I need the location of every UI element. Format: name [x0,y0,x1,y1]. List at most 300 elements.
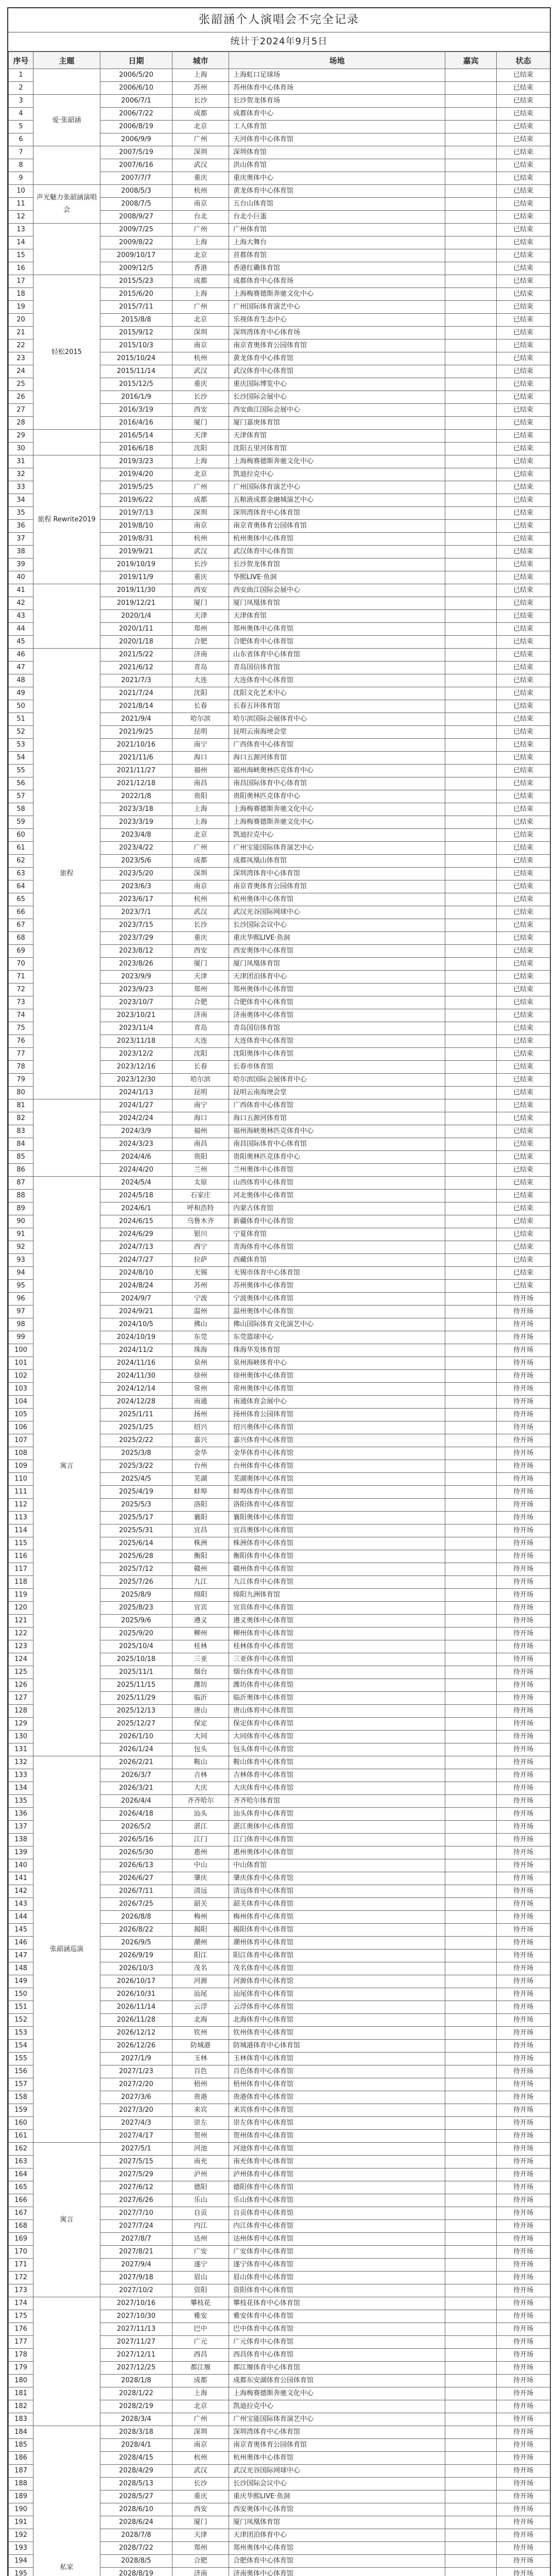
cell-city: 襄阳 [172,1512,229,1524]
cell-date: 2025/4/19 [100,1486,172,1499]
cell-city: 重庆 [172,571,229,584]
cell-venue: 长春五环体育馆 [229,700,445,713]
cell-index: 160 [9,2117,33,2130]
cell-city: 德阳 [172,2181,229,2194]
cell-index: 125 [9,1666,33,1679]
cell-status: 已结束 [497,842,550,855]
cell-date: 2027/4/17 [100,2130,172,2143]
cell-venue: 洛阳体育中心体育馆 [229,1499,445,1512]
cell-date: 2024/9/21 [100,1306,172,1318]
cell-venue: 五粮液成都金融城演艺中心 [229,494,445,507]
cell-date: 2025/3/8 [100,1447,172,1460]
cell-city: 北海 [172,2014,229,2027]
cell-theme [33,2297,100,2426]
cell-index: 123 [9,1640,33,1653]
cell-index: 2 [9,82,33,95]
cell-city: 温州 [172,1306,229,1318]
cell-guest [445,829,497,842]
cell-index: 133 [9,1769,33,1782]
cell-city: 攀枝花 [172,2297,229,2310]
cell-venue: 上海虹口足球场 [229,69,445,82]
cell-index: 50 [9,700,33,713]
cell-index: 77 [9,1048,33,1061]
cell-status: 待开场 [497,1318,550,1331]
cell-date: 2028/3/4 [100,2413,172,2426]
cell-venue: 天津体育馆 [229,430,445,443]
cell-venue: 苏州奥体中心体育馆 [229,1280,445,1293]
cell-index: 124 [9,1653,33,1666]
cell-guest [445,1087,497,1099]
cell-city: 广州 [172,842,229,855]
cell-venue: 宁夏体育馆 [229,1228,445,1241]
cell-city: 成都 [172,2375,229,2387]
cell-date: 2015/11/14 [100,365,172,378]
cell-status: 已结束 [497,430,550,443]
cell-index: 33 [9,481,33,494]
cell-venue: 东莞篮球中心 [229,1331,445,1344]
cell-city: 绵阳 [172,1589,229,1602]
cell-status: 已结束 [497,365,550,378]
cell-venue: 大同体育中心体育馆 [229,1731,445,1743]
table-row [9,69,550,82]
cell-city: 南京 [172,340,229,352]
cell-city: 武汉 [172,365,229,378]
concert-table [8,52,550,2576]
cell-date: 2025/6/14 [100,1537,172,1550]
cell-city: 蚌埠 [172,1486,229,1499]
cell-index: 157 [9,2078,33,2091]
cell-city: 宁波 [172,1293,229,1306]
cell-venue: 来宾体育中心体育馆 [229,2104,445,2117]
cell-city: 海口 [172,752,229,765]
cell-status: 已结束 [497,481,550,494]
table-row [9,1177,550,1190]
cell-venue: 成都体育中心 [229,108,445,121]
cell-city: 深圳 [172,146,229,159]
cell-status: 已结束 [497,687,550,700]
cell-date: 2023/3/19 [100,816,172,829]
cell-city: 南京 [172,520,229,533]
cell-guest [445,1666,497,1679]
cell-venue: 合肥体育中心体育馆 [229,636,445,649]
cell-date: 2015/12/5 [100,378,172,391]
cell-guest [445,2336,497,2349]
cell-venue: 深圳湾体育中心体育馆 [229,868,445,880]
cell-status: 待开场 [497,1834,550,1846]
cell-status: 已结束 [497,121,550,133]
cell-date: 2015/10/3 [100,340,172,352]
cell-guest [445,1151,497,1164]
cell-city: 太原 [172,1177,229,1190]
cell-guest [445,546,497,558]
cell-index: 83 [9,1125,33,1138]
table-row [9,1756,550,1769]
cell-index: 108 [9,1447,33,1460]
cell-guest [445,352,497,365]
cell-guest [445,391,497,404]
cell-guest [445,1074,497,1087]
cell-index: 179 [9,2362,33,2375]
cell-city: 南充 [172,2156,229,2168]
table-row [9,584,550,597]
cell-status: 待开场 [497,1705,550,1718]
cell-date: 2026/4/4 [100,1795,172,1808]
cell-city: 长沙 [172,558,229,571]
cell-guest [445,2568,497,2576]
cell-venue: 天河体育中心体育馆 [229,133,445,146]
cell-city: 韶关 [172,1898,229,1911]
cell-theme: 旅程 Rewrite2019 [33,455,100,584]
cell-venue: 天津体育馆 [229,610,445,623]
cell-guest [445,468,497,481]
cell-guest [445,2194,497,2207]
cell-city: 台州 [172,1460,229,1473]
cell-guest [445,2349,497,2362]
cell-index: 93 [9,1254,33,1267]
cell-date: 2027/9/4 [100,2259,172,2272]
cell-status: 已结束 [497,674,550,687]
column-header-guest: 嘉宾 [445,52,497,69]
cell-index: 78 [9,1061,33,1074]
cell-index: 84 [9,1138,33,1151]
cell-status: 已结束 [497,340,550,352]
cell-date: 2015/9/12 [100,327,172,340]
cell-guest [445,1898,497,1911]
cell-city: 厦门 [172,597,229,610]
cell-status: 已结束 [497,352,550,365]
cell-status: 已结束 [497,185,550,198]
cell-date: 2025/12/27 [100,1718,172,1731]
cell-venue: 衡阳体育中心体育馆 [229,1550,445,1563]
cell-venue: 泉州海峡体育中心 [229,1357,445,1370]
cell-venue: 郑州奥体中心体育馆 [229,2542,445,2555]
cell-guest [445,1988,497,2001]
cell-city: 资阳 [172,2284,229,2297]
cell-index: 161 [9,2130,33,2143]
cell-index: 39 [9,558,33,571]
cell-guest [445,1370,497,1383]
cell-status: 待开场 [497,1859,550,1872]
cell-venue: 常州奥体中心体育馆 [229,1383,445,1396]
cell-venue: 杭州奥体中心体育馆 [229,893,445,906]
cell-status: 已结束 [497,1087,550,1099]
cell-status: 已结束 [497,1202,550,1215]
column-header-index: 序号 [9,52,33,69]
cell-city: 桂林 [172,1640,229,1653]
cell-city: 河池 [172,2143,229,2156]
cell-index: 49 [9,687,33,700]
cell-status: 待开场 [497,2104,550,2117]
cell-guest [445,1112,497,1125]
cell-venue: 绍兴奥体中心体育馆 [229,1421,445,1434]
cell-index: 34 [9,494,33,507]
cell-index: 69 [9,945,33,958]
cell-venue: 汕尾体育中心体育馆 [229,1988,445,2001]
cell-city: 上海 [172,2387,229,2400]
cell-date: 2007/6/16 [100,159,172,172]
cell-guest [445,1306,497,1318]
cell-index: 14 [9,236,33,249]
cell-index: 167 [9,2207,33,2220]
cell-theme: 寓言 [33,2143,100,2297]
cell-index: 135 [9,1795,33,1808]
cell-status: 待开场 [497,2053,550,2065]
cell-status: 已结束 [497,172,550,185]
cell-venue: 兰州奥体中心体育馆 [229,1164,445,1177]
cell-index: 26 [9,391,33,404]
cell-guest [445,340,497,352]
cell-city: 内江 [172,2220,229,2233]
cell-venue: 广州国际体育演艺中心 [229,301,445,314]
cell-venue: 达州体育中心体育馆 [229,2233,445,2246]
cell-date: 2024/11/2 [100,1344,172,1357]
cell-status: 待开场 [497,2078,550,2091]
cell-index: 118 [9,1576,33,1589]
cell-venue: 乐山体育中心体育馆 [229,2194,445,2207]
cell-index: 82 [9,1112,33,1125]
cell-index: 90 [9,1215,33,1228]
cell-status: 已结束 [497,95,550,108]
cell-index: 19 [9,301,33,314]
cell-venue: 攀枝花体育中心体育馆 [229,2297,445,2310]
cell-status: 已结束 [497,571,550,584]
cell-status: 已结束 [497,726,550,739]
cell-index: 183 [9,2413,33,2426]
cell-city: 无锡 [172,1267,229,1280]
cell-status: 待开场 [497,1550,550,1563]
cell-date: 2028/5/13 [100,2478,172,2490]
cell-venue: 阳江体育中心体育馆 [229,1950,445,1962]
cell-guest [445,185,497,198]
cell-city: 杭州 [172,185,229,198]
cell-index: 17 [9,275,33,288]
cell-index: 178 [9,2349,33,2362]
cell-index: 169 [9,2233,33,2246]
cell-venue: 雅安体育中心体育馆 [229,2310,445,2323]
cell-city: 九江 [172,1576,229,1589]
cell-date: 2028/8/19 [100,2568,172,2576]
cell-theme: 私家 [33,2426,100,2576]
cell-city: 中山 [172,1859,229,1872]
cell-index: 137 [9,1821,33,1834]
cell-date: 2021/7/3 [100,674,172,687]
cell-status: 待开场 [497,2194,550,2207]
cell-guest [445,249,497,262]
cell-city: 遵义 [172,1615,229,1628]
cell-guest [445,790,497,803]
cell-city: 哈尔滨 [172,1074,229,1087]
table-body [9,69,550,2576]
cell-city: 上海 [172,816,229,829]
cell-city: 北京 [172,121,229,133]
cell-index: 122 [9,1628,33,1640]
cell-guest [445,2490,497,2503]
cell-city: 南宁 [172,739,229,752]
cell-city: 沈阳 [172,1048,229,1061]
cell-venue: 上海梅赛德斯奔驰文化中心 [229,803,445,816]
cell-guest [445,1228,497,1241]
cell-date: 2015/7/11 [100,301,172,314]
cell-date: 2009/7/25 [100,224,172,236]
cell-guest [445,803,497,816]
cell-guest [445,2439,497,2452]
cell-guest [445,1164,497,1177]
cell-index: 66 [9,906,33,919]
cell-date: 2024/3/9 [100,1125,172,1138]
cell-index: 105 [9,1409,33,1421]
cell-city: 河源 [172,1975,229,1988]
cell-guest [445,2529,497,2542]
cell-date: 2028/4/29 [100,2465,172,2478]
cell-city: 宜昌 [172,1524,229,1537]
cell-status: 待开场 [497,1460,550,1473]
cell-city: 西安 [172,2503,229,2516]
cell-date: 2024/10/5 [100,1318,172,1331]
cell-date: 2025/3/22 [100,1460,172,1473]
cell-venue: 杭州奥体中心体育馆 [229,533,445,546]
cell-date: 2008/9/27 [100,211,172,224]
cell-city: 杭州 [172,352,229,365]
cell-status: 待开场 [497,2568,550,2576]
cell-date: 2023/4/8 [100,829,172,842]
cell-venue: 郑州奥体中心体育馆 [229,984,445,996]
cell-date: 2019/11/9 [100,571,172,584]
cell-guest [445,236,497,249]
cell-venue: 江门体育中心体育馆 [229,1834,445,1846]
cell-venue: 金华体育中心体育馆 [229,1447,445,1460]
cell-venue: 钦州体育中心体育馆 [229,2027,445,2040]
cell-date: 2021/11/27 [100,765,172,777]
cell-status: 已结束 [497,443,550,455]
cell-city: 唐山 [172,1705,229,1718]
cell-venue: 西安奥体中心体育馆 [229,2503,445,2516]
cell-date: 2023/9/23 [100,984,172,996]
cell-date: 2025/7/26 [100,1576,172,1589]
cell-date: 2026/10/17 [100,1975,172,1988]
cell-date: 2019/5/25 [100,481,172,494]
cell-venue: 珠海华发体育馆 [229,1344,445,1357]
cell-city: 梧州 [172,2078,229,2091]
cell-date: 2026/6/13 [100,1859,172,1872]
cell-guest [445,1421,497,1434]
cell-guest [445,1357,497,1370]
cell-status: 已结束 [497,1280,550,1293]
cell-index: 173 [9,2284,33,2297]
cell-index: 16 [9,262,33,275]
cell-venue: 黄龙体育中心体育馆 [229,185,445,198]
cell-venue: 广州宝能国际体育演艺中心 [229,842,445,855]
cell-index: 46 [9,649,33,662]
cell-date: 2023/12/16 [100,1061,172,1074]
cell-index: 153 [9,2027,33,2040]
cell-theme: 寓言 [33,1177,100,1756]
cell-city: 芜湖 [172,1473,229,1486]
cell-date: 2023/8/26 [100,958,172,971]
cell-venue: 大连体育中心体育馆 [229,1035,445,1048]
cell-city: 洛阳 [172,1499,229,1512]
cell-guest [445,1756,497,1769]
cell-venue: 绵阳九洲体育馆 [229,1589,445,1602]
cell-guest [445,288,497,301]
cell-date: 2019/12/21 [100,597,172,610]
cell-date: 2027/3/6 [100,2091,172,2104]
cell-city: 成都 [172,275,229,288]
cell-city: 广州 [172,133,229,146]
cell-guest [445,636,497,649]
cell-date: 2026/3/21 [100,1782,172,1795]
cell-venue: 首都体育馆 [229,249,445,262]
cell-index: 104 [9,1396,33,1409]
cell-venue: 扬州体育公园体育馆 [229,1409,445,1421]
cell-status: 已结束 [497,584,550,597]
cell-city: 合肥 [172,2555,229,2568]
cell-city: 重庆 [172,2490,229,2503]
cell-guest [445,455,497,468]
cell-guest [445,1782,497,1795]
cell-guest [445,2284,497,2297]
cell-venue: 海口五源河体育馆 [229,752,445,765]
cell-guest [445,1473,497,1486]
cell-venue: 唐山体育中心体育馆 [229,1705,445,1718]
cell-guest [445,1202,497,1215]
cell-date: 2027/2/20 [100,2078,172,2091]
cell-date: 2016/6/18 [100,443,172,455]
cell-status: 已结束 [497,868,550,880]
cell-guest [445,906,497,919]
cell-city: 广元 [172,2336,229,2349]
cell-guest [445,314,497,327]
cell-venue: 山西体育中心体育馆 [229,1177,445,1190]
cell-guest [445,649,497,662]
cell-city: 长沙 [172,919,229,932]
cell-venue: 上海梅赛德斯奔驰文化中心 [229,455,445,468]
cell-index: 113 [9,1512,33,1524]
cell-status: 已结束 [497,739,550,752]
cell-guest [445,2143,497,2156]
cell-status: 待开场 [497,1975,550,1988]
cell-city: 郑州 [172,984,229,996]
cell-index: 97 [9,1306,33,1318]
cell-index: 101 [9,1357,33,1370]
cell-index: 29 [9,430,33,443]
cell-status: 待开场 [497,1679,550,1692]
cell-status: 已结束 [497,327,550,340]
cell-venue: 南昌国际体育中心体育馆 [229,1138,445,1151]
cell-status: 已结束 [497,1164,550,1177]
cell-date: 2023/7/1 [100,906,172,919]
cell-guest [445,1937,497,1950]
cell-guest [445,1602,497,1615]
cell-theme [33,584,100,649]
cell-city: 衡阳 [172,1550,229,1563]
cell-status: 待开场 [497,2143,550,2156]
cell-guest [445,1099,497,1112]
cell-date: 2024/6/1 [100,1202,172,1215]
table-row [9,146,550,159]
cell-city: 阳江 [172,1950,229,1962]
cell-status: 已结束 [497,803,550,816]
cell-status: 待开场 [497,2117,550,2130]
cell-date: 2021/10/16 [100,739,172,752]
cell-city: 宜宾 [172,1602,229,1615]
cell-date: 2026/8/22 [100,1924,172,1937]
cell-city: 天津 [172,430,229,443]
cell-status: 已结束 [497,610,550,623]
cell-venue: 大连体育中心体育馆 [229,674,445,687]
cell-city: 海口 [172,1112,229,1125]
cell-theme: 爱·张韶涵 [33,95,100,146]
cell-venue: 河源体育中心体育馆 [229,1975,445,1988]
